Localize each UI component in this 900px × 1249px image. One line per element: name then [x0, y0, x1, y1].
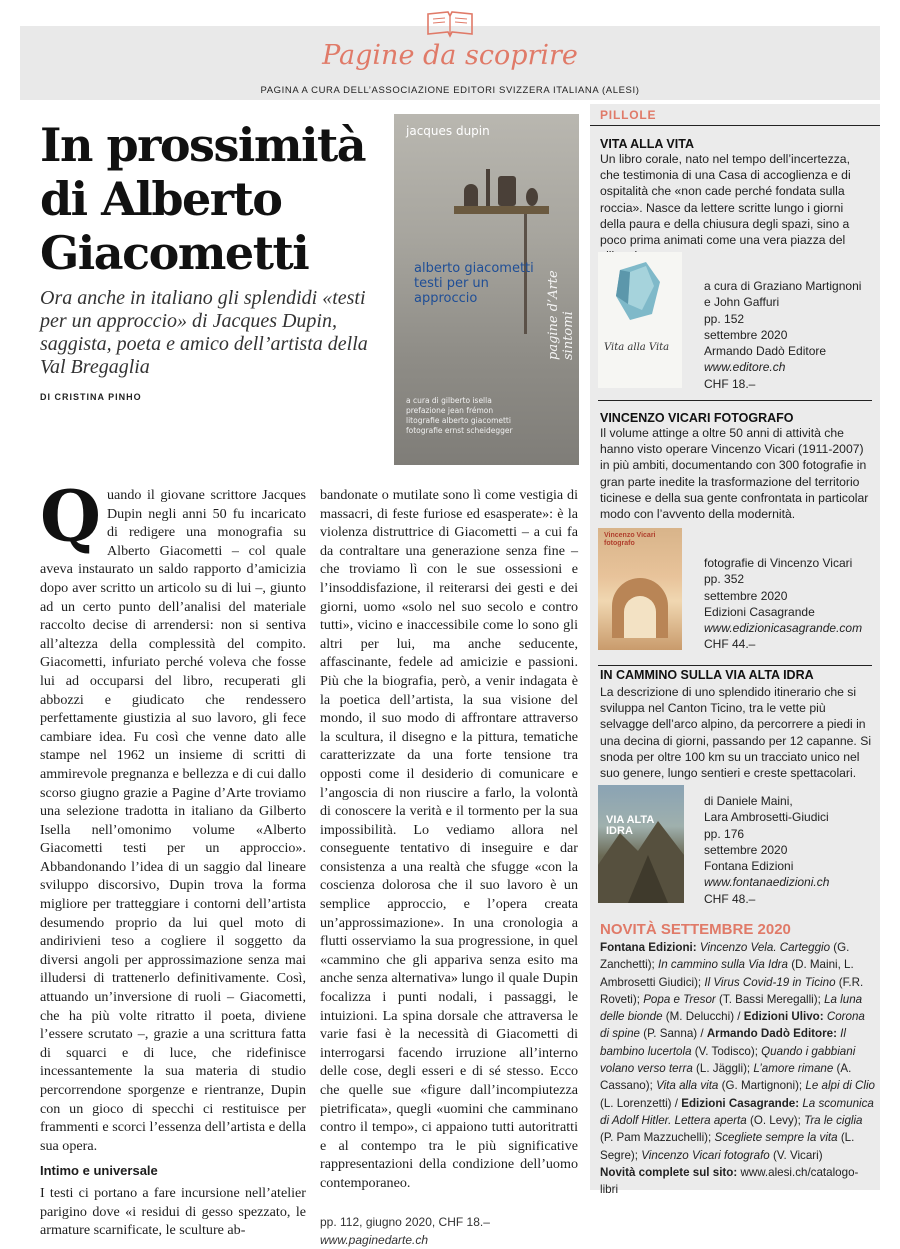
column-1-text: uando il giovane scrittore Jacques Dupin negli anni 50 fu incaricato di redigere una monografia su Alberto Giacometti – col quale aveva instaurato un saldo rapporto d’amicizia dopo aver scritto un articolo su di lui –, giunto ad un certo punto dell’analisi del materiale raccolto decise di arrendersi: non si sentiva all’altezza della complessità del compito. Giacometti, infuriato perché voleva che fosse lui ad occuparsi del libro, recuperati gli abbozzi e giudicato che rendessero perfettamente giustizia al suo lavoro, gli fece cambiare idea. Fu così che venne dato alle stampe nel 1962 un insieme di scritti di ammirevole pregnanza e bellezza e di cui dallo scorso giugno grazie a Pagine d’Arte troviamo una selezione tradotta in italiano da Gilberto Isella nell’omonimo volume «Alberto Giacometti testi per un approccio». Abbandonando l’idea di un saggio dal lineare sviluppo discorsivo, Dupin trova la forma migliore per tratteggiare i contorni dell’artista desumendo proprio da lui quel moto di andirivieni teso a cogliere il soggetto da diversi angoli per approssimazione senza mai illudersi di trattenerlo definitivamente. Così, attuando un’inversione di ruoli – Giacometti, che ha più volte ritratto il poeta, diviene l’essere scrutato –, grazie a una scrittura fatta di squarci e di luce, che ridefinisce incessantemente la sua materia di studio percorrendone sporgenze e rientranze, Dupin con un gioco di specchi ci restituisce per frammenti e scorci l’essenza dell’artista e della sua opera.	[40, 487, 306, 1154]
cover-credits: a cura di gilberto isella prefazione jean frémon litografie alberto giacometti fotografie ernst scheidegger	[406, 396, 513, 435]
open-book-icon	[422, 8, 478, 38]
column-2-text: bandonate o mutilate sono lì come vestigia di massacri, di feste furiose ed esasperate»: è la violenza distruttrice di Giacometti – a cui fa da contraltare una generazione senza fine – che troviamo lì con le sue ossessioni e l’insoddisfazione, il reiterarsi dei gesti e dei giorni, uomo «solo nel suo secolo e contro tutti», vicino e inaccessibile come lo sono gli altri per lui, ma anche seducente, affascinante, fedele ad amicizie e passioni. Più che la biografia, però, a venir indagata è la poetica dell’artista, la sua visione del mondo, il suo modo di affrontare attraverso la scultura, il disegno e la pittura, tematiche caratterizzate da una forte tensione tra opposti come il desiderio di comunicare e l’angoscia di non riuscire a farlo, la volontà di conoscere la verità e il tormento per la sua impossibilità. Lo vediamo allora nel conseguente tentativo di inseguire e dar consistenza a una realtà che sfugge «con la coscienza dolorosa che il suo lavoro è un semplice approccio, e l’opera creata un’approssimazione». In una cronologia a flutti osserviamo la sua progressione, in quel «cammino che gli appariva senza esito ma anche senza alternativa» lungo il quale Dupin focalizza i punti nodali, i passaggi, le intuizioni. La spina dorsale che attraversa le varie fasi è la necessità di Giacometti di interrogarsi facendo irruzione all’interno delle cose, degli esseri e di sé stesso. Ecco che quelle sue «figure dall’incompiutezza pietrificata», quegli «uomini che camminano contro il tempo», ci appaiono tutti autoritratti e al contempo tra le più significative rappresentazioni della condizione dell’uomo contemporaneo.	[320, 487, 578, 1191]
section-title: Pagine da scoprire	[322, 40, 578, 71]
article-headline: In prossimità di Alberto Giacometti	[40, 118, 366, 280]
book-cover-vita-alla-vita: Vita alla Vita	[598, 252, 682, 388]
article-subtitle: Ora anche in italiano gli splendidi «testi per un approccio» di Jacques Dupin, saggista, poeta e amico dell’artista della Val Bregaglia	[40, 287, 368, 378]
cover-shelf	[454, 206, 549, 214]
pill-text: Il volume attinge a oltre 50 anni di attività che hanno visto operare Vincenzo Vicari (1911-2007) in più ambiti, documentando con 300 fotografie in gran parte inedite la trasformazione del territorio ticinese e della sua gente confrontata in particolar modo con l’avvento della modernità.	[600, 426, 869, 522]
section-heading: Intimo e universale	[40, 1163, 158, 1179]
sidebar-label: PILLOLE	[600, 108, 657, 122]
pill-text: Un libro corale, nato nel tempo dell’incertezza, che testimonia di una Casa di accoglienza e di ospitalità che «non cade perché fondata sulla roccia». Nasce da lettere scritte lungo i giorni della paura e della chiusura degli spazi, sino a poco prima animati come una vera piazza del	[600, 152, 851, 248]
news-title: NOVITÀ SETTEMBRE 2020	[600, 921, 791, 938]
article-column-2	[320, 486, 578, 1249]
pill-text: La descrizione di uno splendido itinerario che si sviluppa nel Canton Ticino, tra le vette più selvagge dell’arco alpino, da percorrere a piedi in una decina di giorni, passando per 12 capanne. Si snoda per oltre 100 km su un tracciato unico nel suo genere, lungo sentieri e creste spettacolari.	[600, 685, 872, 781]
pill-meta: fotografie di Vincenzo Vicari pp. 352 settembre 2020 Edizioni Casagrande www.edizionicasagrande.com CHF 44.–	[704, 555, 874, 653]
column-1-text-end: I testi ci portano a fare incursione nell’atelier parigino dove «i residui di gesso spezzato, le armature scarnificate, le sculture ab-	[40, 1184, 306, 1239]
article-column-1	[40, 475, 306, 1240]
divider	[598, 665, 872, 666]
pill-title: VINCENZO VICARI FOTOGRAFO	[600, 411, 794, 425]
pill-meta: di Daniele Maini, Lara Ambrosetti-Giudici pp. 176 settembre 2020 Fontana Edizioni www.fontanaedizioni.ch CHF 48.–	[704, 793, 874, 907]
pill-title: VITA ALLA VITA	[600, 137, 694, 151]
publisher-website-link[interactable]: www.edizionicasagrande.com	[704, 621, 863, 636]
book-cover-image	[394, 114, 579, 465]
book-website-link[interactable]: www.paginedarte.ch	[320, 1232, 429, 1247]
publisher-website-link[interactable]: www.fontanaedizioni.ch	[704, 875, 830, 890]
pill-title: IN CAMMINO SULLA VIA ALTA IDRA	[600, 668, 814, 682]
article-byline: DI CRISTINA PINHO	[40, 392, 142, 402]
cover-author: jacques dupin	[406, 124, 490, 138]
drop-cap: Q	[40, 475, 101, 558]
book-info: pp. 112, giugno 2020, CHF 18.– www.paginedarte.ch	[320, 1213, 578, 1249]
section-subtitle: PAGINA A CURA DELL’ASSOCIAZIONE EDITORI SVIZZERA ITALIANA (ALESI)	[260, 85, 640, 96]
book-cover-via-alta-idra: VIA ALTA IDRA	[598, 785, 684, 903]
book-cover-vincenzo-vicari: Vincenzo Vicari fotografo	[598, 528, 682, 650]
cover-publisher: pagine d’Arte sintomi	[546, 270, 576, 360]
divider	[590, 125, 880, 126]
pill-meta: a cura di Graziano Martignoni e John Gaffuri pp. 152 settembre 2020 Armando Dadò Editore www.editore.ch CHF 18.–	[704, 278, 874, 392]
catalog-link[interactable]: www.alesi.ch/catalogo-libri	[600, 1165, 859, 1197]
divider	[598, 400, 872, 401]
cover-title: alberto giacometti testi per un approccio	[414, 261, 534, 306]
publisher-website-link[interactable]: www.editore.ch	[704, 360, 786, 375]
news-list: Fontana Edizioni: Vincenzo Vela. Carteggio (G. Zanchetti); In cammino sulla Via Idra (D. Maini, L. Ambrosetti Giudici); Il Virus Covid-19 in Ticino (F.R. Roveti); Popa e Tresor (T. Bassi Meregalli); La luna delle bionde (M. Delucchi) / Edizioni Ulivo: Corona di spine (P. Sanna) / Armando Dadò Editore: Il bambino lucertola (V. Todisco); Quando i gabbiani volano verso terra (L. Jäggli); L’amore rimane (A. Cassano); Vita alla vita (G. Martignoni); Le alpi di Clio (L. Lorenzetti) / Edizioni Casagrande: La scomunica di Adolf Hitler. Lettera aperta (O. Levy); Tra le ciglia (P. Pam Mazzuchelli); Scegliete sempre la vita (L. Segre); Vincenzo Vicari fotografo (V. Vicari) Novità complete sul sito: www.alesi.ch/catalogo-libri	[600, 941, 876, 1197]
